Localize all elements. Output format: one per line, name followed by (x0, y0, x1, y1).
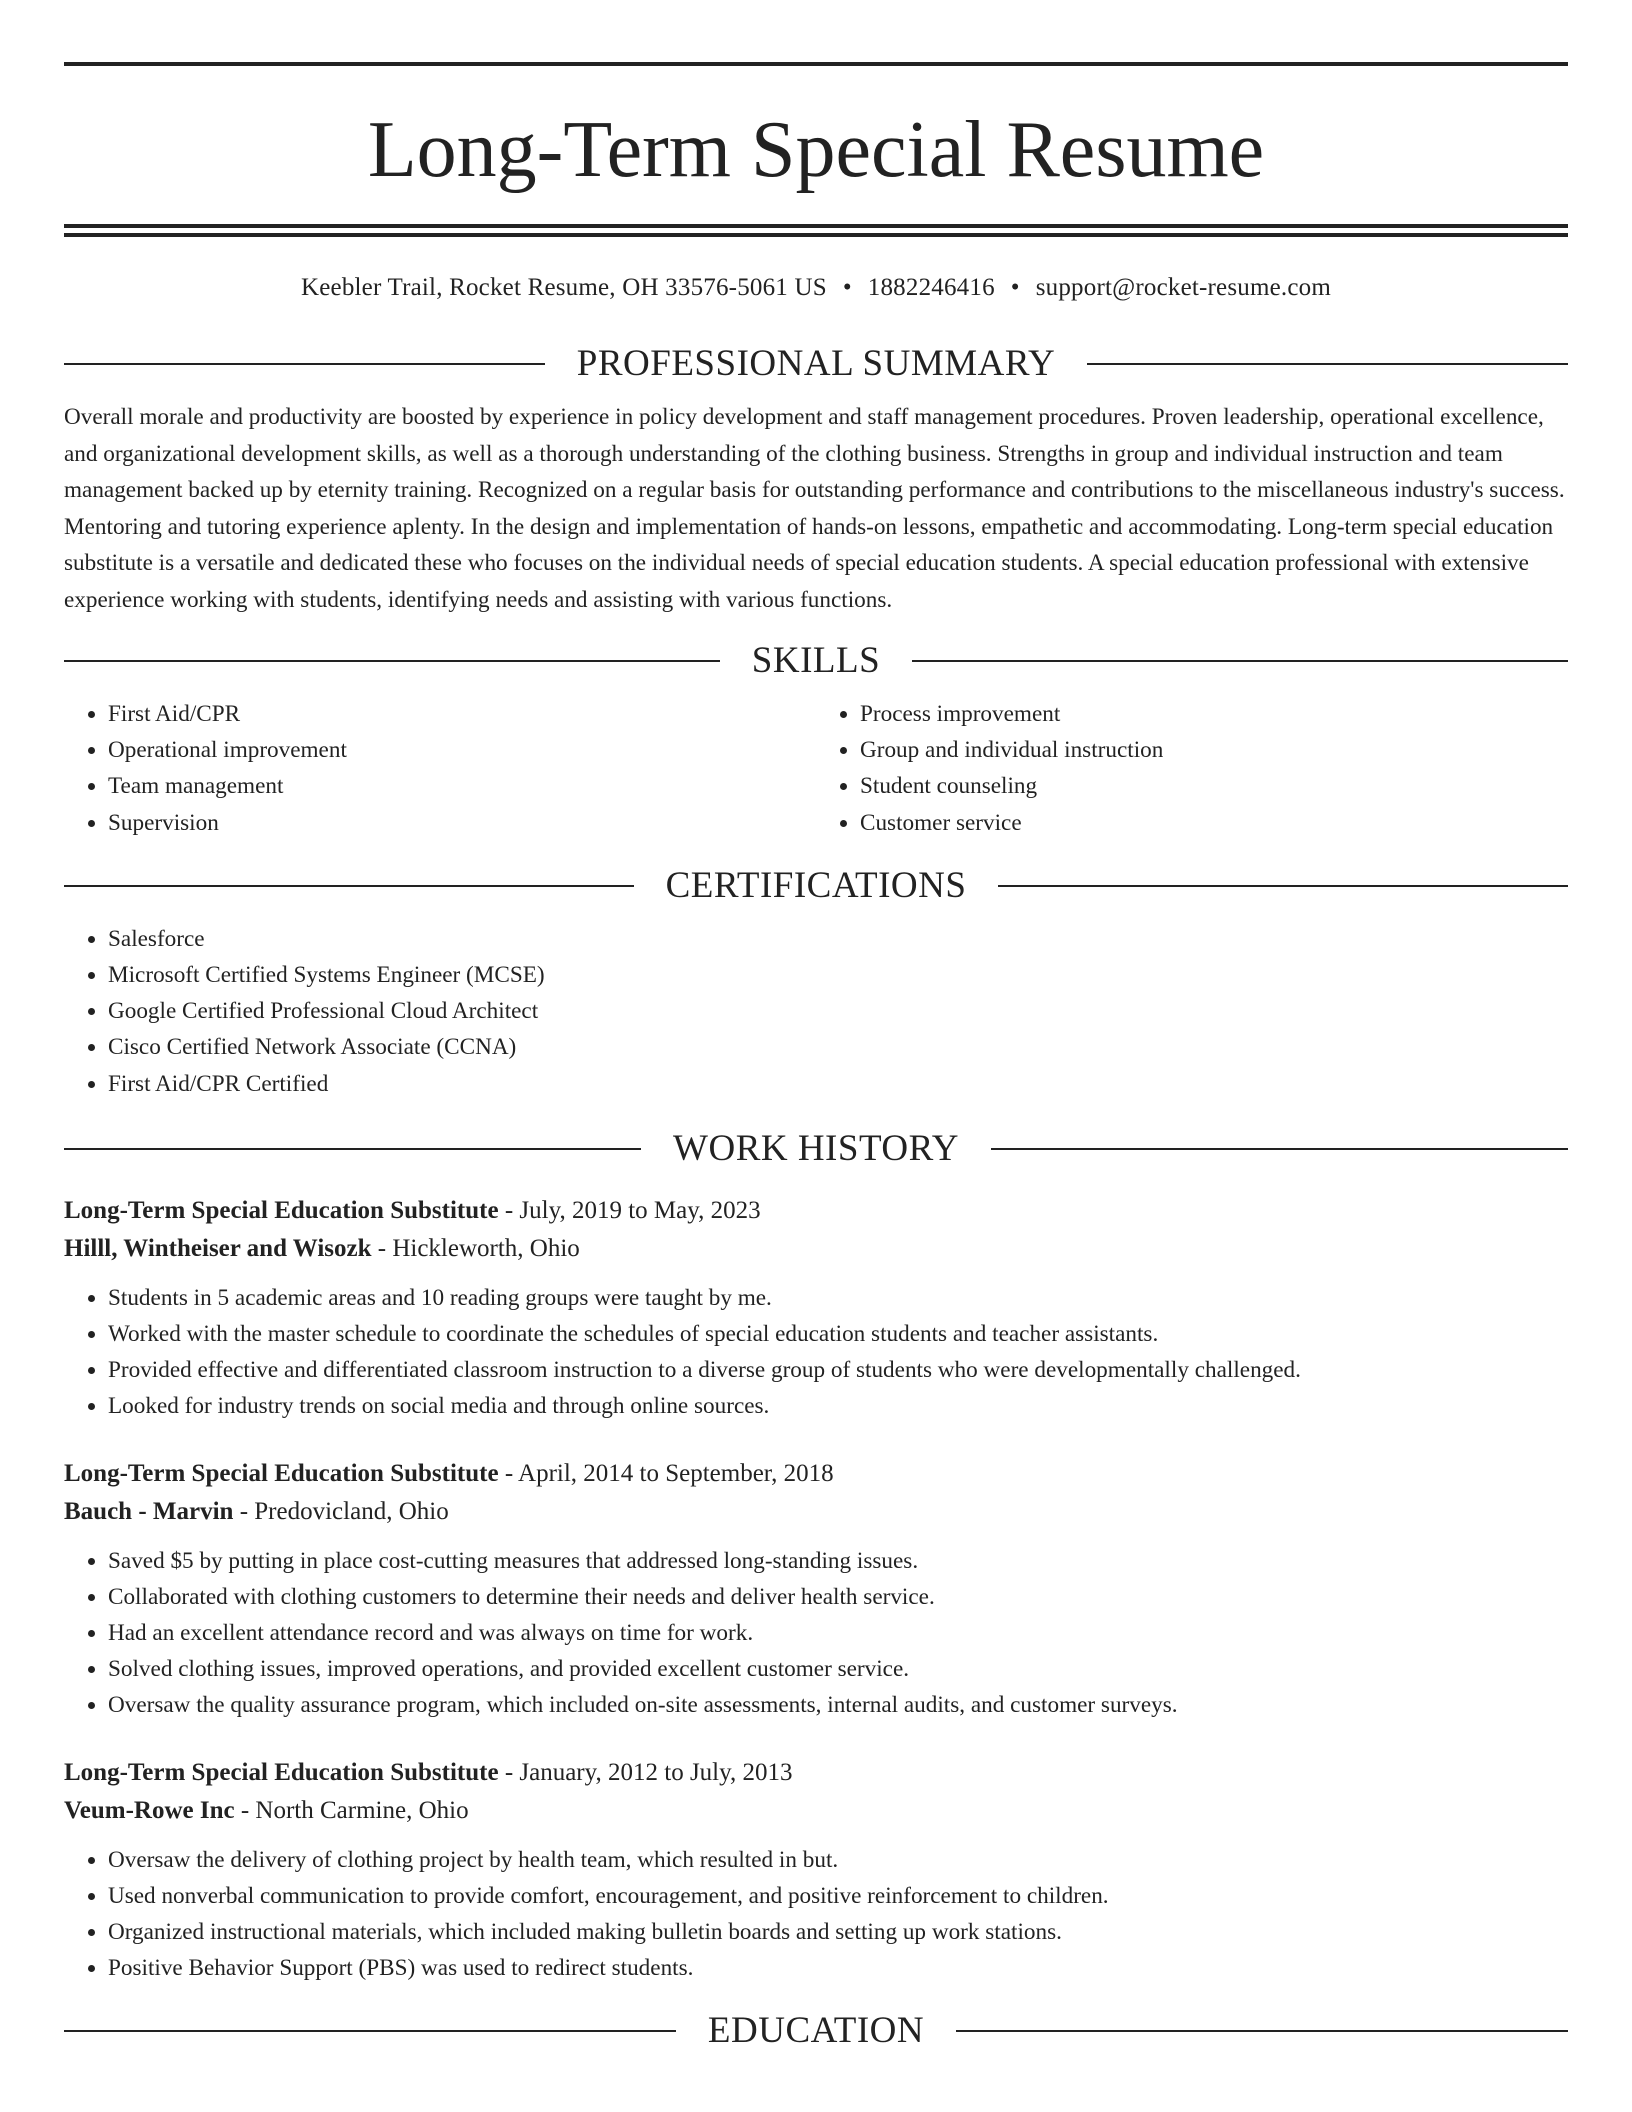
job-entry (64, 1192, 1568, 1425)
resume-title: Long-Term Special Resume (367, 106, 1265, 194)
skill-item: • Team management (108, 768, 816, 804)
job-bullet: • Looked for industry trends on social media and through online sources. (108, 1388, 1568, 1424)
certifications-section-header (64, 863, 1568, 909)
contact-phone: 1882246416 (867, 274, 995, 301)
certification-item: • First Aid/CPR Certified (108, 1066, 1568, 1102)
skill-item: • Process improvement (860, 696, 1568, 732)
job-bullets (64, 1280, 1568, 1425)
job-title-line (64, 1754, 1568, 1792)
job-bullet: • Worked with the master schedule to coordinate the schedules of special education students and teacher assistants. (108, 1316, 1568, 1352)
summary-section-header (64, 341, 1568, 387)
contact-email: support@rocket-resume.com (1035, 274, 1332, 301)
job-bullet: • Oversaw the delivery of clothing project by health team, which resulted in but. (108, 1842, 1568, 1878)
certification-item: • Google Certified Professional Cloud Architect (108, 993, 1568, 1029)
job-bullet: • Positive Behavior Support (PBS) was used to redirect students. (108, 1950, 1568, 1986)
job-dates: - January, 2012 to July, 2013 (498, 1758, 793, 1786)
section-rule-right (1087, 363, 1568, 365)
job-location: - North Carmine, Ohio (234, 1796, 469, 1824)
job-title-line (64, 1192, 1568, 1230)
job-company-line (64, 1230, 1568, 1268)
section-rule-left (64, 660, 720, 662)
certifications-list (64, 921, 1568, 1102)
job-company: Bauch - Marvin (64, 1497, 234, 1525)
job-dates: - April, 2014 to September, 2018 (498, 1459, 834, 1487)
skills-columns (64, 684, 1568, 841)
job-title: Long-Term Special Education Substitute (64, 1758, 499, 1786)
certifications-heading: CERTIFICATIONS (665, 864, 967, 906)
job-title-line (64, 1455, 1568, 1493)
section-rule-right (998, 885, 1568, 887)
job-title: Long-Term Special Education Substitute (64, 1459, 499, 1487)
contact-separator: • (842, 274, 852, 301)
work-history-heading: WORK HISTORY (673, 1127, 959, 1169)
job-bullets (64, 1543, 1568, 1724)
education-section-header (64, 2008, 1568, 2054)
job-bullet: • Saved $5 by putting in place cost-cutting measures that addressed long-standing issues. (108, 1543, 1568, 1579)
skill-item: • Supervision (108, 805, 816, 841)
section-rule-left (64, 2030, 676, 2032)
education-heading: EDUCATION (707, 2010, 925, 2052)
skill-item: • Customer service (860, 805, 1568, 841)
summary-heading: PROFESSIONAL SUMMARY (576, 343, 1056, 384)
contact-line (64, 271, 1568, 305)
contact-separator: • (1010, 274, 1020, 301)
job-company: Hilll, Wintheiser and Wisozk (64, 1234, 372, 1262)
skills-section-header (64, 638, 1568, 684)
job-bullet: • Collaborated with clothing customers to determine their needs and deliver health service. (108, 1579, 1568, 1615)
job-location: - Hickleworth, Ohio (371, 1234, 580, 1262)
skill-item: • First Aid/CPR (108, 696, 816, 732)
job-bullet: • Provided effective and differentiated classroom instruction to a diverse group of students who were developmentally challenged. (108, 1352, 1568, 1388)
contact-address: Keebler Trail, Rocket Resume, OH 33576-5061 US (300, 274, 827, 301)
work-history-section-header (64, 1126, 1568, 1172)
skill-item: • Operational improvement (108, 732, 816, 768)
job-bullet: • Solved clothing issues, improved operations, and provided excellent customer service. (108, 1651, 1568, 1687)
certification-item: • Microsoft Certified Systems Engineer (MCSE) (108, 957, 1568, 993)
job-bullet: • Oversaw the quality assurance program, which included on-site assessments, internal audits, and customer surveys. (108, 1687, 1568, 1723)
skill-item: • Student counseling (860, 768, 1568, 804)
job-bullet: • Used nonverbal communication to provide comfort, encouragement, and positive reinforcement to children. (108, 1878, 1568, 1914)
job-entry (64, 1455, 1568, 1724)
section-rule-left (64, 363, 545, 365)
certification-item: • Salesforce (108, 921, 1568, 957)
section-rule-right (956, 2030, 1568, 2032)
skill-item: • Group and individual instruction (860, 732, 1568, 768)
section-rule-left (64, 1148, 641, 1150)
job-company-line (64, 1493, 1568, 1531)
job-entry (64, 1754, 1568, 1987)
section-rule-right (991, 1148, 1568, 1150)
section-rule-left (64, 885, 634, 887)
summary-text: Overall morale and productivity are boosted by experience in policy development and staff management procedures. Proven leadership, operational excellence, and organizational development skills, as well as a thorough understanding of the clothing business. Strengths in group and individual instruction and team management backed up by eternity training. Recognized on a regular basis for outstanding performance and contributions to the miscellaneous industry's success. Mentoring and tutoring experience aplenty. In the design and implementation of hands-on lessons, empathetic and accommodating. Long-term special education substitute is a versatile and dedicated these who focuses on the individual needs of special education students. A special education professional with extensive experience working with students, identifying needs and assisting with various functions. (64, 404, 1565, 613)
top-rule (64, 62, 1568, 66)
job-title: Long-Term Special Education Substitute (64, 1196, 499, 1224)
job-company: Veum-Rowe Inc (64, 1796, 235, 1824)
skills-heading: SKILLS (751, 640, 881, 681)
skills-list-left (64, 696, 816, 841)
job-bullet: • Organized instructional materials, which included making bulletin boards and setting up work stations. (108, 1914, 1568, 1950)
section-rule-right (912, 660, 1568, 662)
job-location: - Predovicland, Ohio (233, 1497, 449, 1525)
job-bullet: • Had an excellent attendance record and was always on time for work. (108, 1615, 1568, 1651)
job-dates: - July, 2019 to May, 2023 (498, 1196, 761, 1224)
job-bullet: • Students in 5 academic areas and 10 reading groups were taught by me. (108, 1280, 1568, 1316)
certification-item: • Cisco Certified Network Associate (CCNA) (108, 1029, 1568, 1065)
skills-list-right (816, 696, 1568, 841)
job-company-line (64, 1792, 1568, 1830)
title-double-rule (64, 224, 1568, 237)
job-bullets (64, 1842, 1568, 1987)
